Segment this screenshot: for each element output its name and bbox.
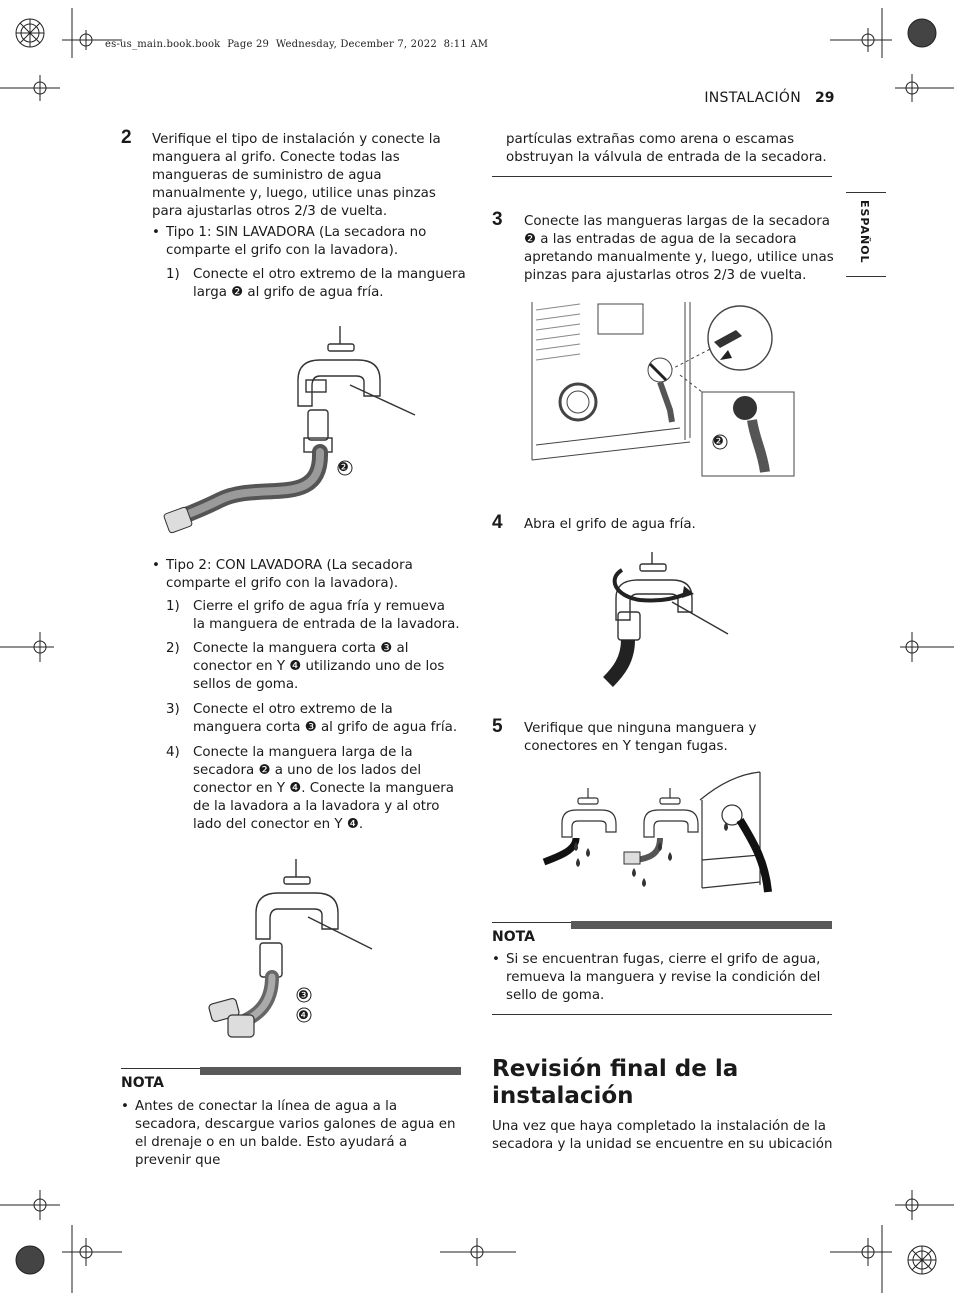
nota-rule-left: [121, 1068, 201, 1069]
type-1-text: Tipo 1: SIN LAVADORA (La secadora no comparte el grifo con la lavadora).: [166, 225, 427, 258]
open-faucet-illustration: [600, 550, 735, 685]
bullet: •: [492, 952, 500, 967]
type-2-subitem-4: [166, 744, 461, 834]
item-text: Conecte el otro extremo de la manguera larga ❷ al grifo de agua fría.: [193, 267, 466, 300]
callout-2-fig3: ❷: [713, 434, 724, 448]
item-number: 1): [166, 267, 180, 282]
item-text: Conecte la manguera corta ❸ al conector en Y ❹ utilizando uno de los sellos de goma.: [193, 641, 445, 692]
type-2-subitem-3: [166, 701, 461, 737]
step-2-text: Verifique el tipo de instalación y conecte la manguera al grifo. Conecte todas las mangueras de suministro de agua manualmente y, luego, utilice unas pinzas para ajustarlas otros 2/3 de vuelta.: [152, 132, 441, 219]
bullet: •: [152, 225, 160, 240]
nota-text-left: Antes de conectar la línea de agua a la secadora, descargue varios galones de agua en el drenaje o en un balde. Esto ayudará a prevenir que: [135, 1099, 456, 1168]
page-number: 29: [815, 90, 835, 106]
item-text: Cierre el grifo de agua fría y remueva la manguera de entrada de la lavadora.: [193, 599, 460, 632]
language-tab: ESPAÑOL: [858, 200, 871, 264]
divider-2: [492, 1014, 832, 1015]
tab-rule-bottom: [846, 276, 886, 277]
tab-rule-top: [846, 192, 886, 193]
step-number-5: 5: [492, 716, 503, 737]
item-number: 4): [166, 745, 180, 760]
continued-text: partículas extrañas como arena o escamas obstruyan la válvula de entrada de la secadora.: [506, 132, 827, 165]
type-2-item: [152, 557, 452, 593]
nota-bar-right: [571, 921, 832, 929]
type-2-subitem-2: [166, 640, 461, 694]
item-text: Conecte el otro extremo de la manguera corta ❸ al grifo de agua fría.: [193, 702, 458, 735]
step-3-text: Conecte las mangueras largas de la secadora ❷ a las entradas de agua de la secadora apretando manualmente y, luego, utilice unas pinzas para ajustarlas otros 2/3 de vuelta.: [524, 214, 834, 283]
callout-2-fig1: ❷: [338, 460, 349, 474]
item-number: 2): [166, 641, 180, 656]
nota-title-right: NOTA: [492, 929, 535, 945]
bullet: •: [152, 558, 160, 573]
step-5-text: Verifique que ninguna manguera y conectores en Y tengan fugas.: [524, 721, 757, 754]
step-4-text: Abra el grifo de agua fría.: [524, 517, 696, 532]
item-text: Conecte la manguera larga de la secadora ❷ a uno de los lados del conector en Y ❹. Conecte la manguera de la lavadora a la lavadora y al otro lado del conector en Y ❹.: [193, 745, 455, 832]
leak-check-illustration: [540, 770, 785, 895]
nota-bar-left: [200, 1067, 461, 1075]
step-number-3: 3: [492, 209, 503, 230]
callout-3-fig2: ❸: [298, 988, 309, 1002]
faucet-long-hose-illustration: [160, 320, 430, 545]
callout-4-fig2: ❹: [298, 1008, 309, 1022]
nota-rule-right: [492, 922, 572, 923]
type-2-text: Tipo 2: CON LAVADORA (La secadora comparte el grifo con la lavadora).: [166, 558, 413, 591]
dryer-inlet-illustration: [530, 300, 795, 480]
type-2-subitem-1: [166, 598, 461, 634]
type-1-item: [152, 224, 452, 260]
nota-text-right: Si se encuentran fugas, cierre el grifo de agua, remueva la manguera y revise la condición del sello de goma.: [506, 952, 821, 1003]
section-label: INSTALACIÓN: [704, 90, 801, 106]
divider-1: [492, 176, 832, 177]
bullet: •: [121, 1099, 129, 1114]
item-number: 1): [166, 599, 180, 614]
type-1-subitem-1: [166, 266, 466, 302]
step-number-4: 4: [492, 512, 503, 533]
print-slug: es-us_main.book.book Page 29 Wednesday, December 7, 2022 8:11 AM: [105, 39, 489, 50]
final-text: Una vez que haya completado la instalación de la secadora y la unidad se encuentre en su ubicación: [492, 1119, 833, 1152]
nota-item-right: [492, 951, 832, 1005]
section-heading: Revisión final de la instalación: [492, 1056, 739, 1109]
item-number: 3): [166, 702, 180, 717]
nota-item-left: [121, 1098, 461, 1170]
nota-title-left: NOTA: [121, 1075, 164, 1091]
step-number-2: 2: [121, 127, 132, 148]
